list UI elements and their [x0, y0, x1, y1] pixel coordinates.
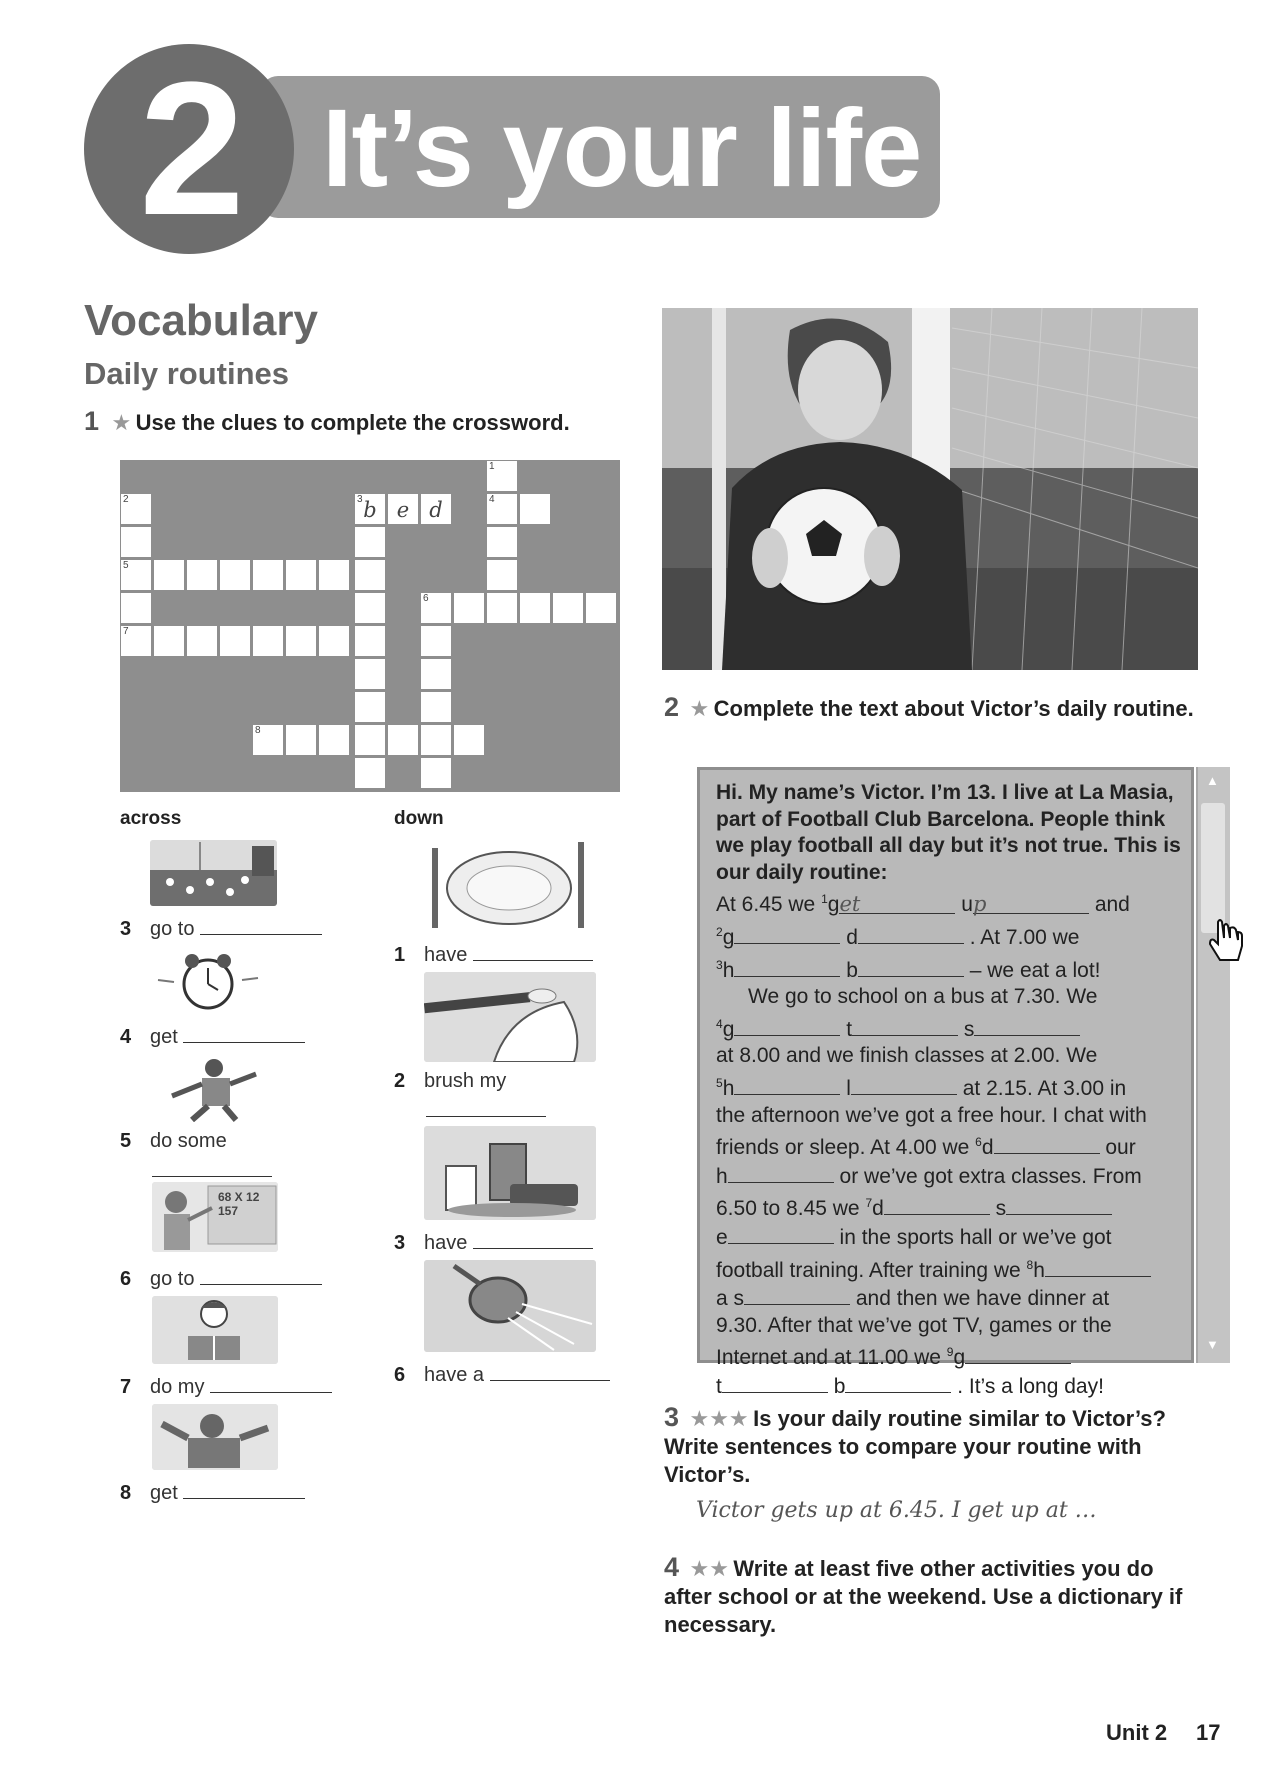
school-blackboard-icon	[152, 1182, 278, 1252]
exercise-instruction: Complete the text about Victor’s daily routine.	[713, 696, 1194, 721]
answer-blank[interactable]	[200, 1264, 322, 1285]
clue-across-5: 5 do some	[120, 1130, 227, 1152]
passage-line: a s and then we have dinner at	[716, 1284, 1186, 1313]
crossword-cell[interactable]	[318, 559, 350, 591]
crossword-cell[interactable]	[453, 592, 485, 624]
crossword-cell[interactable]	[252, 724, 284, 756]
exercise-instruction: Write at least five other activities you do after school or at the weekend. Use a dictionary if necessary.	[664, 1556, 1183, 1637]
crossword-cell[interactable]	[519, 592, 551, 624]
answer-blank[interactable]	[728, 1162, 834, 1183]
passage-line: e in the sports hall or we’ve got	[716, 1223, 1186, 1252]
crossword-grid	[120, 460, 620, 792]
passage-line: friends or sleep. At 4.00 we $^6$d our	[716, 1135, 1136, 1160]
crossword-cell[interactable]	[354, 757, 386, 789]
crossword-cell[interactable]	[486, 526, 518, 558]
passage-intro: Hi. My name’s Victor. I’m 13. I live at La Masia, part of Football Club Barcelona. People think we play football all day but it’s not true. This is our daily routine:	[716, 781, 1181, 884]
crossword-cell[interactable]	[585, 592, 617, 624]
clue-across-6: 6 go to	[120, 1264, 322, 1291]
crossword-cell[interactable]	[285, 724, 317, 756]
answer-blank[interactable]	[200, 914, 322, 935]
answer-blank[interactable]	[152, 1156, 272, 1177]
clue-down-2: 2 brush my	[394, 1070, 507, 1092]
answer-blank[interactable]	[722, 1372, 828, 1393]
crossword-cell[interactable]	[519, 493, 551, 525]
unit-title: It’s your life	[322, 87, 922, 210]
across-label: across	[120, 808, 182, 829]
passage-line: We go to school on a bus at 7.30. We	[748, 985, 1098, 1009]
crossword-cell[interactable]	[252, 559, 284, 591]
crossword-cell[interactable]	[354, 592, 386, 624]
answer-blank[interactable]	[426, 1096, 546, 1117]
star-icon: ★	[111, 410, 132, 435]
answer-blank[interactable]	[734, 1074, 840, 1095]
crossword-cell[interactable]	[120, 625, 152, 657]
passage-line: t b . It’s a long day!	[716, 1372, 1186, 1401]
section-heading: Vocabulary	[84, 296, 318, 345]
page-number: 17	[1196, 1720, 1221, 1745]
answer-blank[interactable]	[210, 1372, 332, 1393]
passage-line: At 6.45 we $^1$get up and	[716, 892, 1130, 917]
passage-line: at 8.00 and we finish classes at 2.00. We	[716, 1044, 1098, 1068]
crossword-cell[interactable]	[354, 493, 386, 525]
crossword-cell[interactable]	[354, 658, 386, 690]
answer-blank[interactable]	[965, 1343, 1071, 1364]
plate-fork-knife-icon	[424, 838, 594, 932]
crossword-cell[interactable]	[486, 592, 518, 624]
crossword-cell[interactable]	[420, 625, 452, 657]
cell-number: 5	[123, 560, 129, 571]
crossword-cell[interactable]	[354, 691, 386, 723]
cell-letter: e	[396, 498, 410, 522]
alarm-clock-icon	[152, 950, 262, 1016]
answer-blank[interactable]	[884, 1194, 990, 1215]
clue-down-1: 1 have	[394, 940, 593, 967]
hand-cursor-icon	[1208, 918, 1248, 968]
answer-blank[interactable]	[744, 1284, 850, 1305]
crossword-cell[interactable]	[354, 724, 386, 756]
exercise-number: 1	[84, 406, 100, 436]
passage-line: 9.30. After that we’ve got TV, games or the	[716, 1313, 1112, 1337]
exercise-number: 4	[664, 1552, 680, 1582]
cell-number: 3	[357, 494, 363, 505]
answer-blank[interactable]	[183, 1022, 305, 1043]
answer-blank[interactable]: et	[839, 891, 955, 914]
cell-letter: d	[429, 498, 443, 522]
footer-unit-label: Unit 2	[1106, 1720, 1168, 1745]
exercise-2-header	[664, 692, 1224, 723]
boy-holding-football-photo	[662, 308, 1198, 670]
crossword-cell[interactable]	[387, 493, 419, 525]
breakfast-icon	[424, 1126, 596, 1220]
bed-icon	[150, 840, 277, 906]
answer-blank[interactable]	[852, 1015, 958, 1036]
answer-blank[interactable]	[734, 956, 840, 977]
toothbrush-icon	[424, 972, 596, 1062]
answer-blank[interactable]	[734, 923, 840, 944]
victor-passage	[716, 780, 1186, 1400]
exercise-1-header	[84, 406, 644, 437]
passage-line: football training. After training we $^8$h	[716, 1252, 1186, 1285]
crossword-cell[interactable]	[153, 625, 185, 657]
crossword-cell[interactable]	[219, 625, 251, 657]
crossword-cell[interactable]	[486, 460, 518, 492]
cell-number: 2	[123, 494, 129, 505]
answer-blank[interactable]	[1045, 1256, 1151, 1277]
crossword-cell[interactable]	[318, 724, 350, 756]
clue-down-3: 3 have	[394, 1228, 593, 1255]
crossword-cell[interactable]	[186, 625, 218, 657]
scroll-thumb[interactable]	[1201, 803, 1225, 933]
clue-down-6: 6 have a	[394, 1360, 610, 1387]
crossword-cell[interactable]	[420, 493, 452, 525]
crossword-cell[interactable]	[420, 724, 452, 756]
answer-blank[interactable]	[858, 923, 964, 944]
passage-line: $^3$h b – we eat a lot!	[716, 957, 1101, 982]
exercise-number: 2	[664, 692, 680, 722]
scrollbar[interactable]	[1196, 767, 1230, 1363]
dressing-boy-icon	[152, 1404, 278, 1470]
crossword-cell[interactable]	[387, 724, 419, 756]
crossword-cell[interactable]	[219, 559, 251, 591]
star-icon: ★	[689, 696, 710, 721]
scroll-down-icon[interactable]: ▼	[1206, 1337, 1219, 1352]
running-boy-icon	[152, 1056, 270, 1122]
answer-blank[interactable]	[845, 1372, 951, 1393]
answer-blank[interactable]	[734, 1015, 840, 1036]
exercise-3-header	[664, 1402, 1224, 1489]
crossword-cell[interactable]	[420, 592, 452, 624]
crossword-cell[interactable]	[120, 559, 152, 591]
shower-icon	[424, 1260, 596, 1352]
crossword-cell[interactable]	[552, 592, 584, 624]
answer-blank[interactable]	[851, 1074, 957, 1095]
exercise-4-header	[664, 1552, 1184, 1639]
answer-blank[interactable]	[473, 1228, 593, 1249]
clue-across-7: 7 do my	[120, 1372, 332, 1399]
answer-blank[interactable]	[490, 1360, 610, 1381]
passage-line: $^4$g t s	[716, 1011, 1186, 1044]
passage-line: the afternoon we’ve got a free hour. I chat with	[716, 1103, 1147, 1127]
crossword-cell[interactable]	[354, 559, 386, 591]
answer-blank[interactable]	[858, 956, 964, 977]
crossword-cell[interactable]	[420, 757, 452, 789]
passage-line: $^5$h l at 2.15. At 3.00 in	[716, 1075, 1127, 1100]
crossword-cell[interactable]	[252, 625, 284, 657]
answer-blank[interactable]	[728, 1223, 834, 1244]
exercise-number: 3	[664, 1402, 680, 1432]
cell-number: 1	[489, 461, 495, 472]
answer-blank[interactable]	[473, 940, 593, 961]
answer-blank[interactable]	[994, 1133, 1100, 1154]
scroll-up-icon[interactable]: ▲	[1206, 773, 1219, 788]
passage-line: $^2$g d . At 7.00 we	[716, 924, 1080, 949]
crossword-cell[interactable]	[285, 625, 317, 657]
passage-line: h or we’ve got extra classes. From	[716, 1162, 1186, 1191]
example-answer: Victor gets up at 6.45. I get up at …	[696, 1498, 1097, 1523]
unit-number: 2	[139, 43, 239, 255]
answer-blank[interactable]: p	[973, 891, 1089, 914]
answer-blank[interactable]	[974, 1015, 1080, 1036]
blackboard-text: 68 X 12 157	[218, 1190, 260, 1218]
passage-line: 6.50 to 8.45 we $^7$d s	[716, 1190, 1186, 1223]
section-subheading: Daily routines	[84, 356, 289, 391]
crossword-cell[interactable]	[453, 724, 485, 756]
crossword-cell[interactable]	[285, 559, 317, 591]
boy-reading-icon	[152, 1296, 278, 1364]
cell-number: 7	[123, 626, 129, 637]
passage-line: Internet and at 11.00 we $^9$g	[716, 1339, 1186, 1372]
cell-number: 8	[255, 725, 261, 736]
star-icon: ★★	[689, 1556, 729, 1581]
star-icon: ★★★	[689, 1406, 749, 1431]
crossword-cell[interactable]	[354, 526, 386, 558]
crossword-cell[interactable]	[120, 493, 152, 525]
cell-number: 4	[489, 494, 495, 505]
answer-blank[interactable]	[183, 1478, 305, 1499]
answer-blank[interactable]	[1006, 1194, 1112, 1215]
down-label: down	[394, 808, 444, 829]
crossword-cell[interactable]	[153, 559, 185, 591]
crossword-cell[interactable]	[354, 625, 386, 657]
crossword-cell[interactable]	[318, 625, 350, 657]
crossword-cell[interactable]	[486, 559, 518, 591]
clue-across-4: 4 get	[120, 1022, 305, 1049]
clue-across-8: 8 get	[120, 1478, 305, 1505]
crossword-cell[interactable]	[120, 526, 152, 558]
crossword-cell[interactable]	[486, 493, 518, 525]
exercise-instruction: Is your daily routine similar to Victor’s? Write sentences to compare your routine with Victor’s.	[664, 1406, 1166, 1487]
cell-letter: b	[363, 498, 377, 522]
crossword-cell[interactable]	[120, 592, 152, 624]
crossword-cell[interactable]	[420, 658, 452, 690]
cell-number: 6	[423, 593, 429, 604]
clue-across-3: 3 go to	[120, 914, 322, 941]
exercise-instruction: Use the clues to complete the crossword.	[135, 410, 570, 435]
crossword-cell[interactable]	[186, 559, 218, 591]
crossword-cell[interactable]	[420, 691, 452, 723]
